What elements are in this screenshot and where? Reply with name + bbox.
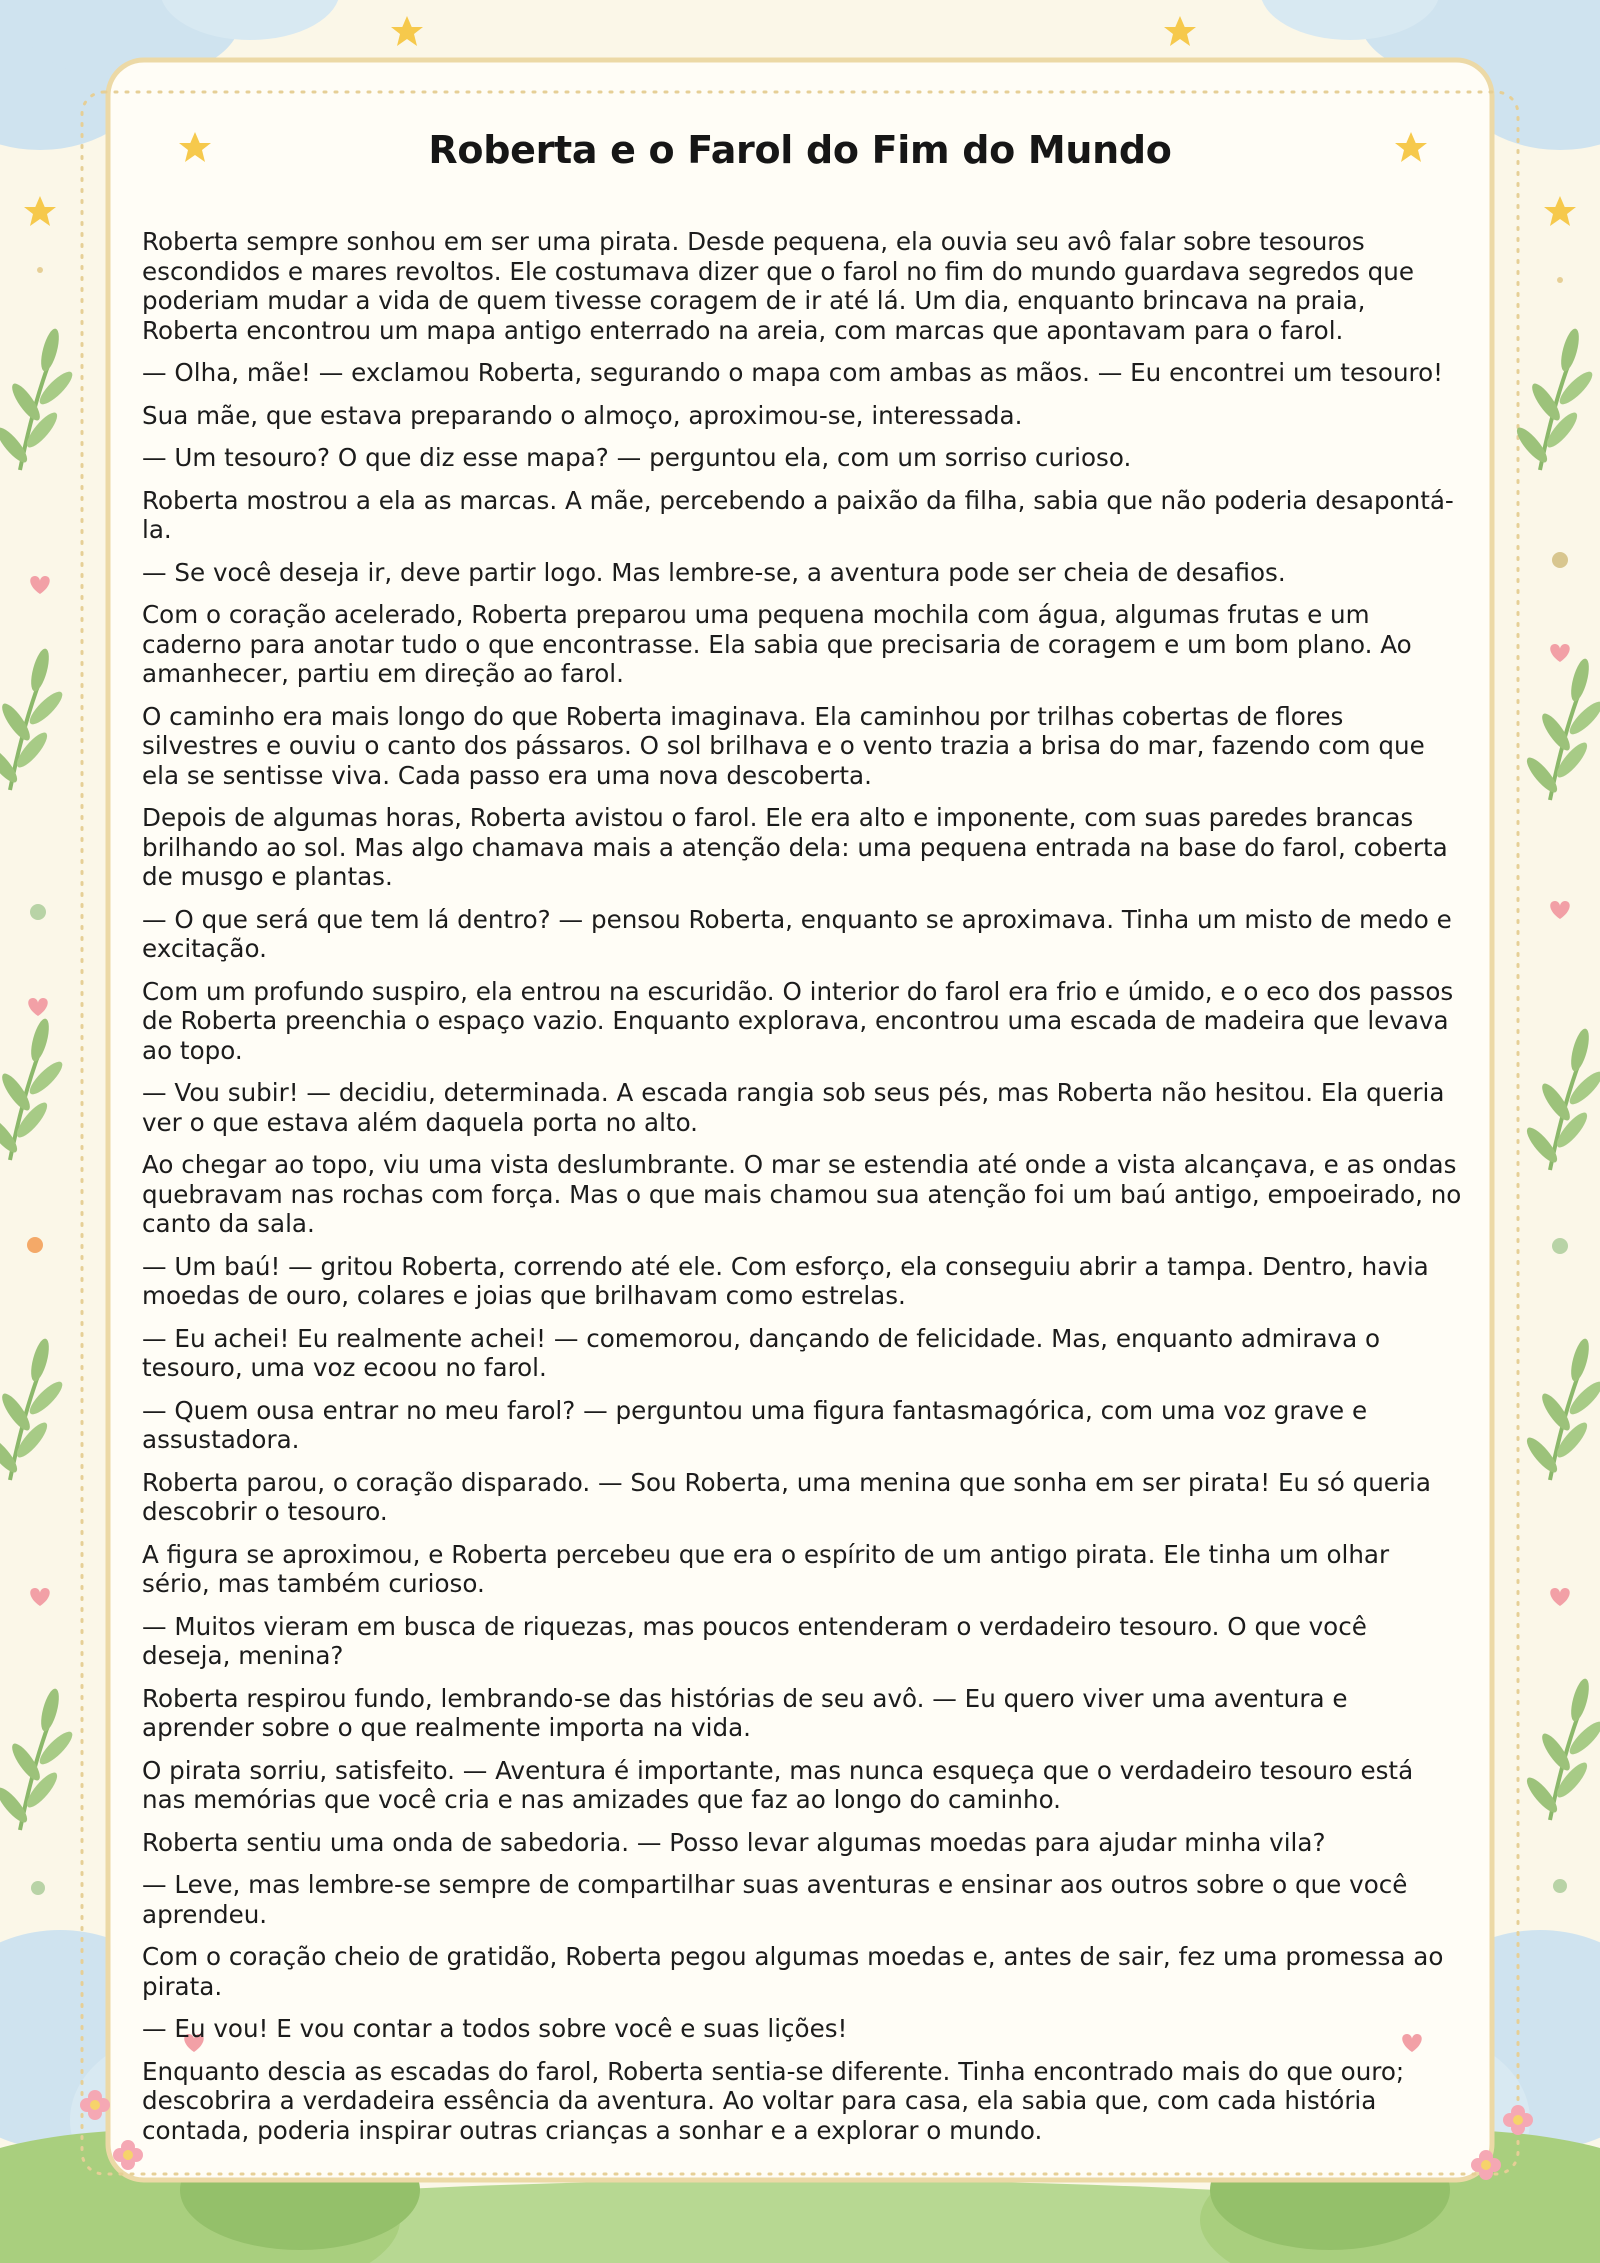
paragraph: — Eu vou! E vou contar a todos sobre você e suas lições!	[142, 2014, 848, 2043]
heart-icon	[28, 998, 47, 1016]
paragraph: Roberta sentiu uma onda de sabedoria. — Posso levar algumas moedas para ajudar minha vila?	[142, 1827, 1326, 1857]
paragraph: Com um profundo suspiro, ela entrou na escuridão. O interior do farol era frio e úmido, e o eco dos passos de Roberta preenchia o espaço vazio. Enquanto explorava, encontrou uma escada de madeira que levava ao topo.	[142, 976, 1454, 1065]
paragraph: Roberta respirou fundo, lembrando-se das histórias de seu avô. — Eu quero viver uma aventura e aprender sobre o que realmente importa na vida.	[142, 1683, 1348, 1742]
paragraph: — Leve, mas lembre-se sempre de compartilhar suas aventuras e ensinar aos outros sobre o que você aprendeu.	[142, 1870, 1408, 1929]
heart-icon	[1550, 1588, 1569, 1606]
paragraph: — Se você deseja ir, deve partir logo. Mas lembre-se, a aventura pode ser cheia de desafios.	[142, 557, 1286, 587]
paragraph: Depois de algumas horas, Roberta avistou o farol. Ele era alto e imponente, com suas paredes brancas brilhando ao sol. Mas algo chamava mais a atenção dela: uma pequena entrada na base do farol, coberta de musgo e plantas.	[142, 803, 1448, 891]
star-icon	[1164, 16, 1196, 46]
paragraph: Ao chegar ao topo, viu uma vista deslumbrante. O mar se estendia até onde a vista alcançava, e as ondas quebravam nas rochas com força. Mas o que mais chamou sua atenção foi um baú antigo, empoeirado, no canto da sala.	[142, 1150, 1462, 1238]
paragraph: — Quem ousa entrar no meu farol? — perguntou uma figura fantasmagórica, com uma voz grave e assustadora.	[142, 1395, 1368, 1454]
heart-icon	[1550, 901, 1569, 919]
paragraph: O pirata sorriu, satisfeito. — Aventura é importante, mas nunca esqueça que o verdadeiro tesouro está nas memórias que você cria e nas amizades que faz ao longo do caminho.	[142, 1755, 1414, 1814]
heart-icon	[1550, 644, 1569, 662]
leaf-branch-icon	[1522, 657, 1600, 800]
heart-icon	[30, 1588, 49, 1606]
leaf-branch-icon	[0, 647, 67, 790]
paragraph: Enquanto descia as escadas do farol, Roberta sentia-se diferente. Tinha encontrado mais do que ouro; descobrira a verdadeira essência da aventura. Ao voltar para casa, ela sabia que, com cada história contada, poderia inspirar outras crianças a sonhar e a explorar o mundo.	[142, 2056, 1405, 2145]
paragraph: Roberta parou, o coração disparado. — Sou Roberta, uma menina que sonha em ser pirata! Eu só queria descobrir o tesouro.	[142, 1467, 1431, 1526]
paragraph: — O que será que tem lá dentro? — pensou Roberta, enquanto se aproximava. Tinha um misto de medo e excitação.	[142, 904, 1452, 963]
paragraph: A figura se aproximou, e Roberta percebeu que era o espírito de um antigo pirata. Ele tinha um olhar sério, mas também curioso.	[142, 1539, 1390, 1598]
leaf-branch-icon	[0, 1337, 67, 1480]
star-icon	[1544, 196, 1576, 226]
paragraph: — Eu achei! Eu realmente achei! — comemorou, dançando de felicidade. Mas, enquanto admirava o tesouro, uma voz ecoou no farol.	[142, 1323, 1381, 1382]
paragraph: — Vou subir! — decidiu, determinada. A escada rangia sob seus pés, mas Roberta não hesitou. Ela queria ver o que estava além daquela porta no alto.	[142, 1078, 1445, 1137]
paragraph: — Um tesouro? O que diz esse mapa? — perguntou ela, com um sorriso curioso.	[142, 443, 1132, 472]
leaf-branch-icon	[0, 1687, 77, 1830]
leaf-branch-icon	[0, 327, 77, 470]
heart-icon	[30, 576, 49, 594]
paragraph: Roberta mostrou a ela as marcas. A mãe, percebendo a paixão da filha, sabia que não poderia desapontá-la.	[142, 485, 1454, 544]
paragraph: Roberta sempre sonhou em ser uma pirata. Desde pequena, ela ouvia seu avô falar sobre tesouros escondidos e mares revoltos. Ele costumava dizer que o farol no fim do mundo guardava segredos que poderiam mudar a vida de quem tivesse coragem de ir até lá. Um dia, enquanto brincava na praia, Roberta encontrou um mapa antigo enterrado na areia, com marcas que apontavam para o farol.	[142, 227, 1414, 345]
star-icon	[391, 16, 423, 46]
page-title: Roberta e o Farol do Fim do Mundo	[428, 128, 1172, 172]
story-body	[142, 227, 1462, 2158]
leaf-branch-icon	[1522, 1337, 1600, 1480]
paragraph: Sua mãe, que estava preparando o almoço, aproximou-se, interessada.	[142, 400, 1023, 430]
star-icon	[24, 196, 56, 226]
leaf-branch-icon	[1522, 1027, 1600, 1170]
paragraph: — Olha, mãe! — exclamou Roberta, segurando o mapa com ambas as mãos. — Eu encontrei um tesouro!	[142, 358, 1444, 387]
paragraph: — Muitos vieram em busca de riquezas, mas poucos entenderam o verdadeiro tesouro. O que você deseja, menina?	[142, 1611, 1367, 1670]
paragraph: — Um baú! — gritou Roberta, correndo até ele. Com esforço, ela conseguiu abrir a tampa. Dentro, havia moedas de ouro, colares e joias que brilhavam como estrelas.	[142, 1251, 1429, 1310]
paragraph: O caminho era mais longo do que Roberta imaginava. Ela caminhou por trilhas cobertas de flores silvestres e ouviu o canto dos pássaros. O sol brilhava e o vento trazia a brisa do mar, fazendo com que ela se sentisse viva. Cada passo era uma nova descoberta.	[142, 701, 1425, 790]
leaf-branch-icon	[1512, 327, 1596, 470]
paragraph: Com o coração acelerado, Roberta preparou uma pequena mochila com água, algumas frutas e um caderno para anotar tudo o que encontrasse. Ela sabia que precisaria de coragem e um bom plano. Ao amanhecer, partiu em direção ao farol.	[142, 600, 1412, 688]
leaf-branch-icon	[0, 1017, 67, 1160]
leaf-branch-icon	[1522, 1677, 1600, 1820]
paragraph: Com o coração cheio de gratidão, Roberta pegou algumas moedas e, antes de sair, fez uma promessa ao pirata.	[142, 1942, 1444, 2001]
